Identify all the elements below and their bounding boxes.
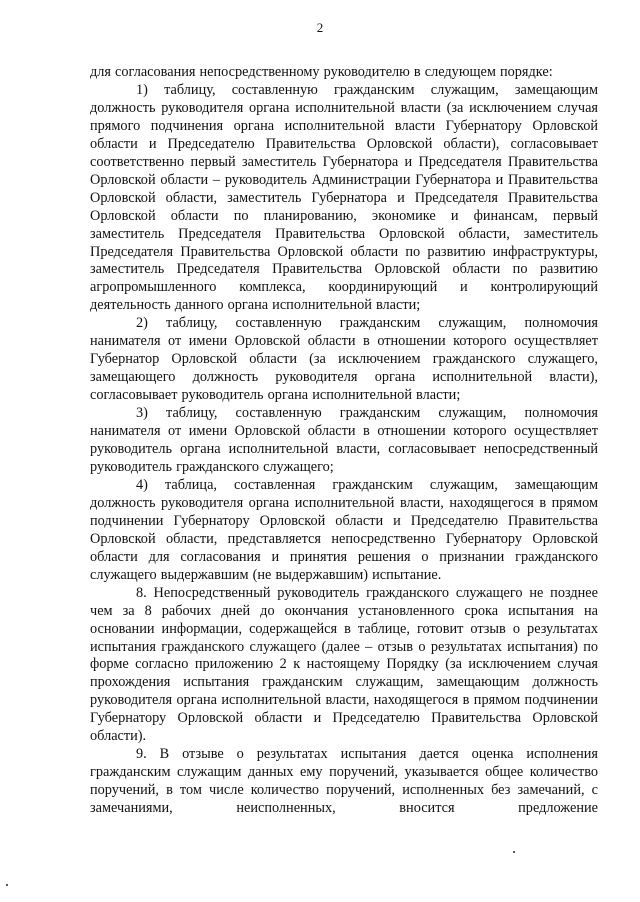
paragraph-item-3: 3) таблицу, составленную гражданским служащим, полномочия нанимателя от имени Орловской области в отношении которого осуществляет руководитель органа исполнительной власти, согласовывает непосредственный руководитель гражданского служащего; [90, 405, 598, 475]
paragraph-clause-8: 8. Непосредственный руководитель гражданского служащего не позднее чем за 8 рабочих дней до окончания установленного срока испытания на основании информации, содержащейся в таблице, готовит отзыв о результатах испытания гражданского служащего (далее – отзыв о результатах испытания) по форме согласно приложению 2 к настоящему Порядку (за исключением случая прохождения испытания гражданским служащим, замещающим должность руководителя органа исполнительной власти, находящегося в прямом подчинении Губернатору Орловской области и Председателю Правительства Орловской области). [90, 584, 598, 745]
scan-speck [513, 851, 515, 853]
scan-speck [6, 884, 8, 886]
paragraph-continuation: для согласования непосредственному руководителю в следующем порядке: [90, 64, 553, 80]
body-text [90, 64, 598, 818]
paragraph-item-1: 1) таблицу, составленную гражданским служащим, замещающим должность руководителя органа исполнительной власти (за исключением случая прямого подчинения органа исполнительной власти Губернатору Орловской области и Председателю Правительства Орловской области), согласовывает соответственно первый заместитель Губернатора и Председателя Правительства Орловской области – руководитель Администрации Губернатора и Правительства Орловской области, заместитель Губернатора и Председателя Правительства Орловской области по планированию, экономике и финансам, первый заместитель Председателя Правительства Орловской области, заместитель Председателя Правительства Орловской области по развитию инфраструктуры, заместитель Председателя Правительства Орловской области по развитию агропромышленного комплекса, координирующий и контролирующий деятельность данного органа исполнительной власти; [90, 81, 598, 314]
paragraph-clause-9: 9. В отзыве о результатах испытания дается оценка исполнения гражданским служащим данных ему поручений, указывается общее количество поручений, в том числе количество поручений, исполненных без замечаний, с замечаниями, неисполненных, вносится предложение [90, 746, 598, 817]
paragraph-item-2: 2) таблицу, составленную гражданским служащим, полномочия нанимателя от имени Орловской области в отношении которого осуществляет Губернатор Орловской области (за исключением гражданского служащего, замещающего должность руководителя органа исполнительной власти), согласовывает руководитель органа исполнительной власти; [90, 315, 598, 404]
paragraph-item-4: 4) таблица, составленная гражданским служащим, замещающим должность руководителя органа исполнительной власти, находящегося в прямом подчинении Губернатору Орловской области и Председателю Правительства Орловской области, представляется непосредственно Губернатору Орловской области для согласования и принятия решения о признании гражданского служащего выдержавшим (не выдержавшим) испытание. [90, 476, 598, 583]
page-number: 2 [316, 20, 324, 35]
